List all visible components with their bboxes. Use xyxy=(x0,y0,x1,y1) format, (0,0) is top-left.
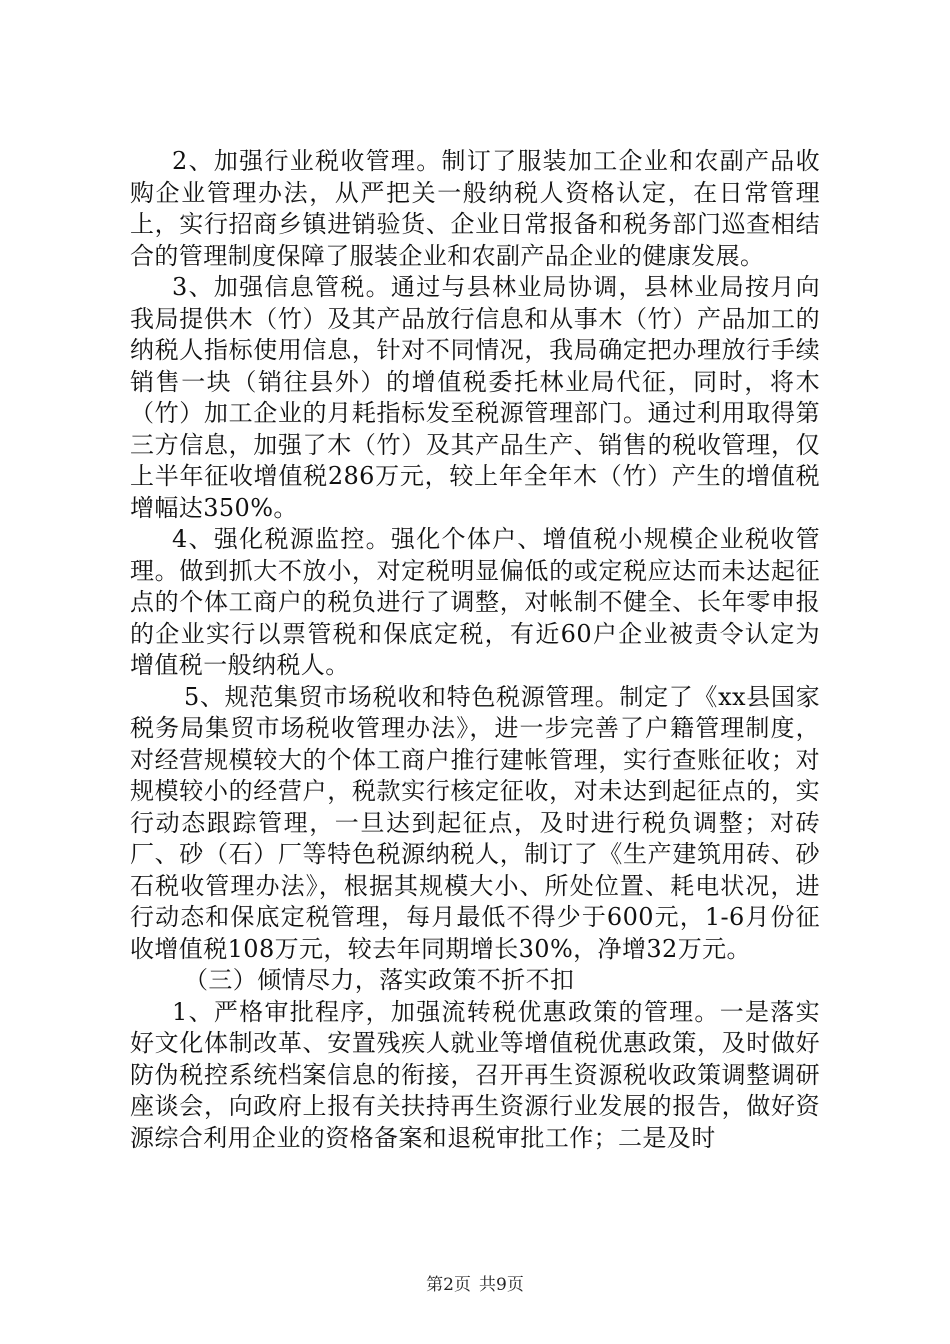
paragraph-market-tax: 5、规范集贸市场税收和特色税源管理。制定了《xx县国家税务局集贸市场税收管理办法》，进一步完善了户籍管理制度，对经营规模较大的个体工商户推行建帐管理，实行查账征收；对规模较小的经营户，税款实行核定征收，对未达到起征点的，实行动态跟踪管理，一旦达到起征点，及时进行税负调整；对砖厂、砂（石）厂等特色税源纳税人，制订了《生产建筑用砖、砂石税收管理办法》，根据其规模大小、所处位置、耗电状况，进行动态和保底定税管理，每月最低不得少于600元，1-6月份征收增值税108万元，较去年同期增长30%，净增32万元。 xyxy=(130,682,820,963)
section-heading: （三）倾情尽力，落实政策不折不扣 xyxy=(184,966,575,994)
page-number: 第2页 xyxy=(426,1275,471,1295)
page-total: 共9页 xyxy=(479,1275,524,1295)
paragraph-information-tax: 3、加强信息管税。通过与县林业局协调，县林业局按月向我局提供木（竹）及其产品放行信息和从事木（竹）产品加工的纳税人指标使用信息，针对不同情况，我局确定把办理放行手续销售一块（销往县外）的增值税委托林业局代征，同时，将木（竹）加工企业的月耗指标发至税源管理部门。通过利用取得第三方信息，加强了木（竹）及其产品生产、销售的税收管理，仅上半年征收增值税286万元，较上年全年木（竹）产生的增值税增幅达350%。 xyxy=(130,273,820,522)
document-body xyxy=(130,146,820,1154)
page-footer xyxy=(0,1270,950,1295)
paragraph-approval-procedure: 1、严格审批程序，加强流转税优惠政策的管理。一是落实好文化体制改革、安置残疾人就业等增值税优惠政策，及时做好防伪税控系统档案信息的衔接，召开再生资源税收政策调整调研座谈会，向政府上报有关扶持再生资源行业发展的报告，做好资源综合利用企业的资格备案和退税审批工作；二是及时 xyxy=(130,997,820,1152)
paragraph-industry-tax: 2、加强行业税收管理。制订了服装加工企业和农副产品收购企业管理办法，从严把关一般纳税人资格认定，在日常管理上，实行招商乡镇进销验货、企业日常报备和税务部门巡查相结合的管理制度保障了服装企业和农副产品企业的健康发展。 xyxy=(130,147,820,270)
paragraph-tax-source-monitoring: 4、强化税源监控。强化个体户、增值税小规模企业税收管理。做到抓大不放小，对定税明显偏低的或定税应达而未达起征点的个体工商户的税负进行了调整，对帐制不健全、长年零申报的企业实行以票管税和保底定税，有近60户企业被责令认定为增值税一般纳税人。 xyxy=(130,525,820,679)
